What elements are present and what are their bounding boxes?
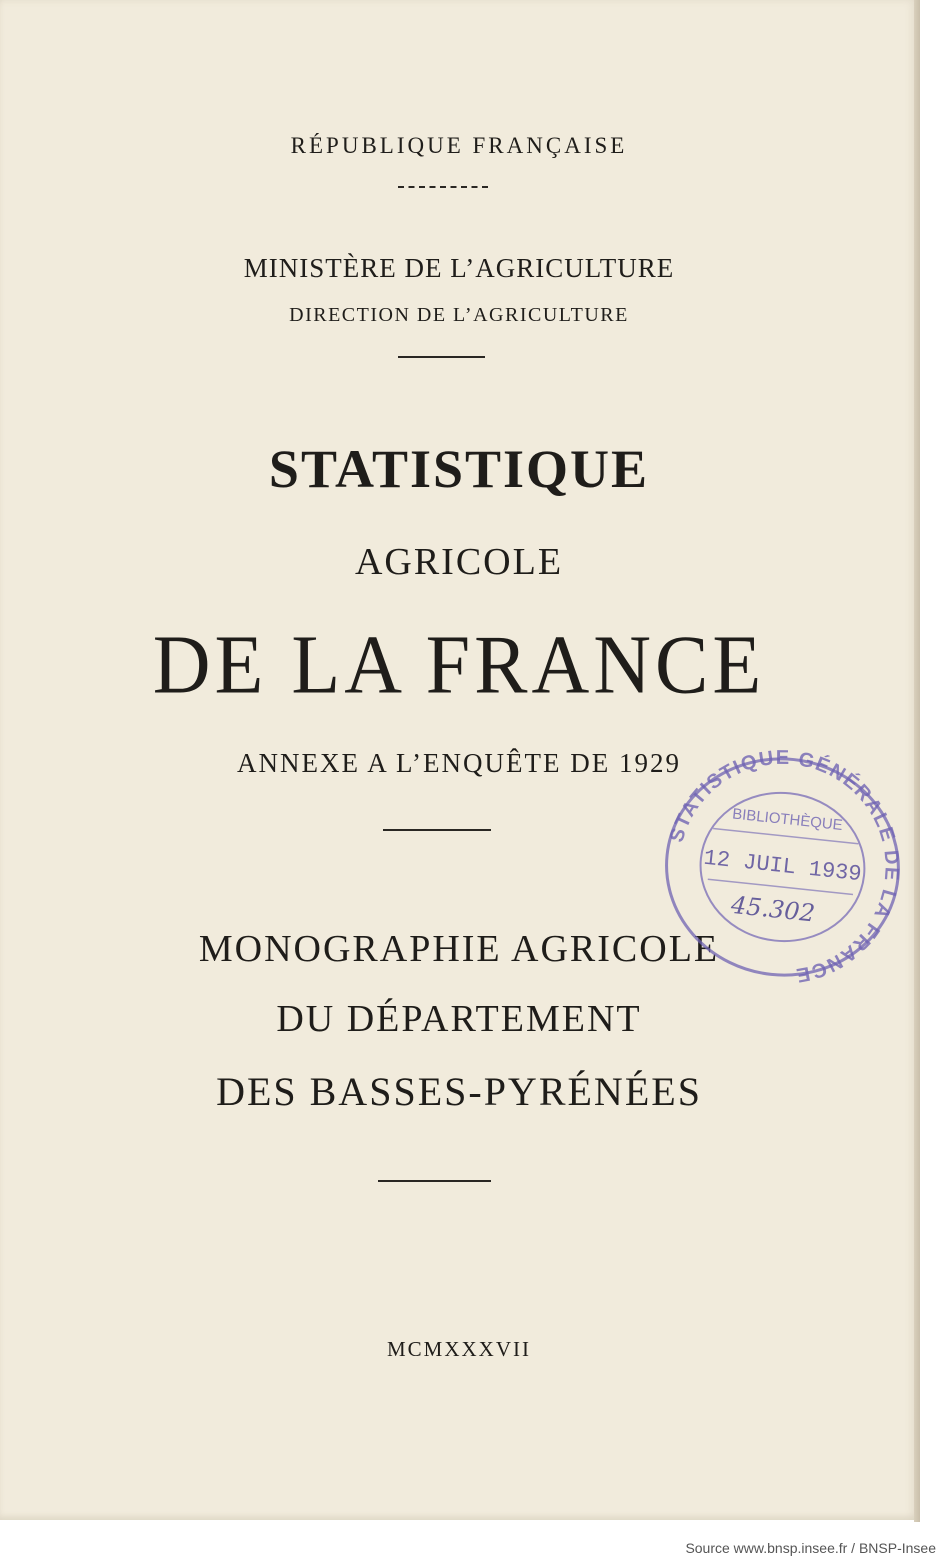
stamp-number-text: 45.302 [729, 890, 817, 928]
divider-rule-2 [398, 356, 485, 358]
publication-year: MCMXXXVII [387, 1337, 531, 1361]
republic-heading: RÉPUBLIQUE FRANÇAISE [290, 133, 628, 158]
title-de-la-france: DE LA FRANCE [152, 618, 766, 712]
monograph-line-3: DES BASSES-PYRÉNÉES [216, 1069, 702, 1114]
stamp-ring-text: STATISTIQUE GÉNÉRALE DE LA FRANCE [665, 746, 903, 987]
divider-rule-4 [378, 1180, 491, 1182]
stamp-graphic [646, 730, 920, 995]
direction-subheading: DIRECTION DE L’AGRICULTURE [289, 304, 629, 326]
stamp-library-text: BIBLIOTHÈQUE [731, 805, 844, 834]
monograph-line-1: MONOGRAPHIE AGRICOLE [198, 928, 720, 970]
divider-rule-1 [398, 186, 488, 188]
stamp-date-text: 12 JUIL 1939 [702, 845, 863, 888]
source-caption: Source www.bnsp.insee.fr / BNSP-Insee [685, 1540, 936, 1556]
title-agricole: AGRICOLE [354, 541, 564, 583]
monograph-line-2: DU DÉPARTEMENT [276, 998, 642, 1040]
library-stamp [646, 730, 920, 995]
divider-rule-3 [383, 829, 491, 831]
title-statistique: STATISTIQUE [268, 439, 650, 499]
ministry-heading: MINISTÈRE DE L’AGRICULTURE [243, 253, 675, 283]
annex-subtitle: ANNEXE A L’ENQUÊTE DE 1929 [237, 748, 681, 778]
